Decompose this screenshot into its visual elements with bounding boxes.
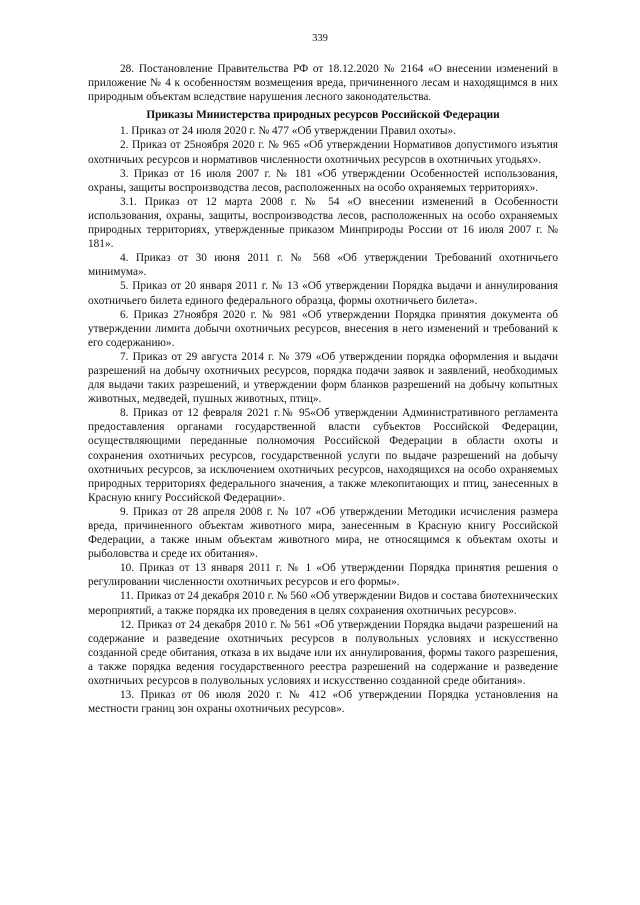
- page-number: 339: [312, 33, 328, 44]
- list-item-10: 10. Приказ от 13 января 2011 г. № 1 «Об утверждении Порядка принятия решения о регулировании численности охотничьих ресурсов и его формы».: [88, 562, 558, 589]
- list-item-8: 8. Приказ от 12 февраля 2021 г.№ 95«Об утверждении Административного регламента предоставления органами государственной власти субъектов Российской Федерации, осуществляющими переданные полномочия Российской Федерации в области охоты и сохранения охотничьих ресурсов, государственной услуги по выдаче разрешений на добычу охотничьих ресурсов, за исключением охотничьих ресурсов, находящихся на особо охраняемых природных территориях федерального значения, а также млекопитающих и птиц, занесенных в Красную книгу Российской Федерации».: [88, 407, 558, 504]
- list-item-2: 2. Приказ от 25ноября 2020 г. № 965 «Об утверждении Нормативов допустимого изъятия охотничьих ресурсов и нормативов численности охотничьих ресурсов в охотничьих угодьях».: [88, 139, 558, 166]
- document-body: [88, 62, 558, 716]
- list-item-3-1: 3.1. Приказ от 12 марта 2008 г. № 54 «О внесении изменений в Особенности использования, охраны, защиты, воспроизводства лесов, расположенных на особо охраняемых природных территориях, утвержденные приказом Минприроды России от 16 июля 2007 г. № 181».: [88, 195, 558, 251]
- list-item-11: 11. Приказ от 24 декабря 2010 г. № 560 «Об утверждении Видов и состава биотехнических мероприятий, а также порядка их проведения в целях сохранения охотничьих ресурсов».: [88, 590, 558, 617]
- list-item-9: 9. Приказ от 28 апреля 2008 г. № 107 «Об утверждении Методики исчисления размера вреда, причиненного объектам животного мира, занесенным в Красную книгу Российской Федерации, а также иным объектам животного мира, не относящимся к объектам охоты и рыболовства и среде их обитания».: [88, 505, 558, 561]
- list-item-12: 12. Приказ от 24 декабря 2010 г. № 561 «Об утверждении Порядка выдачи разрешений на содержание и разведение охотничьих ресурсов в полувольных условиях и искусственно созданной среде обитания, отказа в их выдаче или их аннулирования, формы такого разрешения, а также порядка ведения государственного реестра разрешений на содержание и разведение охотничьих ресурсов в полувольных условиях и искусственно созданной среде обитания».: [88, 618, 558, 688]
- paragraph-28: 28. Постановление Правительства РФ от 18.12.2020 № 2164 «О внесении изменений в приложение № 4 к особенностям возмещения вреда, причиненного лесам и находящимся в них природным объектам вследствие нарушения лесного законодательства.: [88, 63, 558, 104]
- section-heading: Приказы Министерства природных ресурсов Российской Федерации: [146, 109, 500, 122]
- list-item-4: 4. Приказ от 30 июня 2011 г. № 568 «Об утверждении Требований охотничьего минимума».: [88, 252, 558, 279]
- list-item-5: 5. Приказ от 20 января 2011 г. № 13 «Об утверждении Порядка выдачи и аннулирования охотничьего билета единого федерального образца, формы охотничьего билета».: [88, 280, 558, 307]
- list-item-6: 6. Приказ 27ноября 2020 г. № 981 «Об утверждении Порядка принятия документа об утверждении лимита добычи охотничьих ресурсов, внесения в него изменений и требований к его содержанию».: [88, 308, 558, 349]
- list-item-13: 13. Приказ от 06 июля 2020 г. № 412 «Об утверждении Порядка установления на местности границ зон охраны охотничьих ресурсов».: [88, 689, 558, 716]
- list-item-1: 1. Приказ от 24 июля 2020 г. № 477 «Об утверждении Правил охоты».: [120, 125, 456, 138]
- list-item-7: 7. Приказ от 29 августа 2014 г. № 379 «Об утверждении порядка оформления и выдачи разрешений на добычу охотничьих ресурсов, порядка подачи заявок и заявлений, необходимых для выдачи таких разрешений, и утверждении форм бланков разрешений на добычу копытных животных, медведей, пушных животных, птиц».: [88, 350, 558, 406]
- list-item-3: 3. Приказ от 16 июля 2007 г. № 181 «Об утверждении Особенностей использования, охраны, защиты воспроизводства лесов, расположенных на особо охраняемых территориях».: [88, 167, 558, 194]
